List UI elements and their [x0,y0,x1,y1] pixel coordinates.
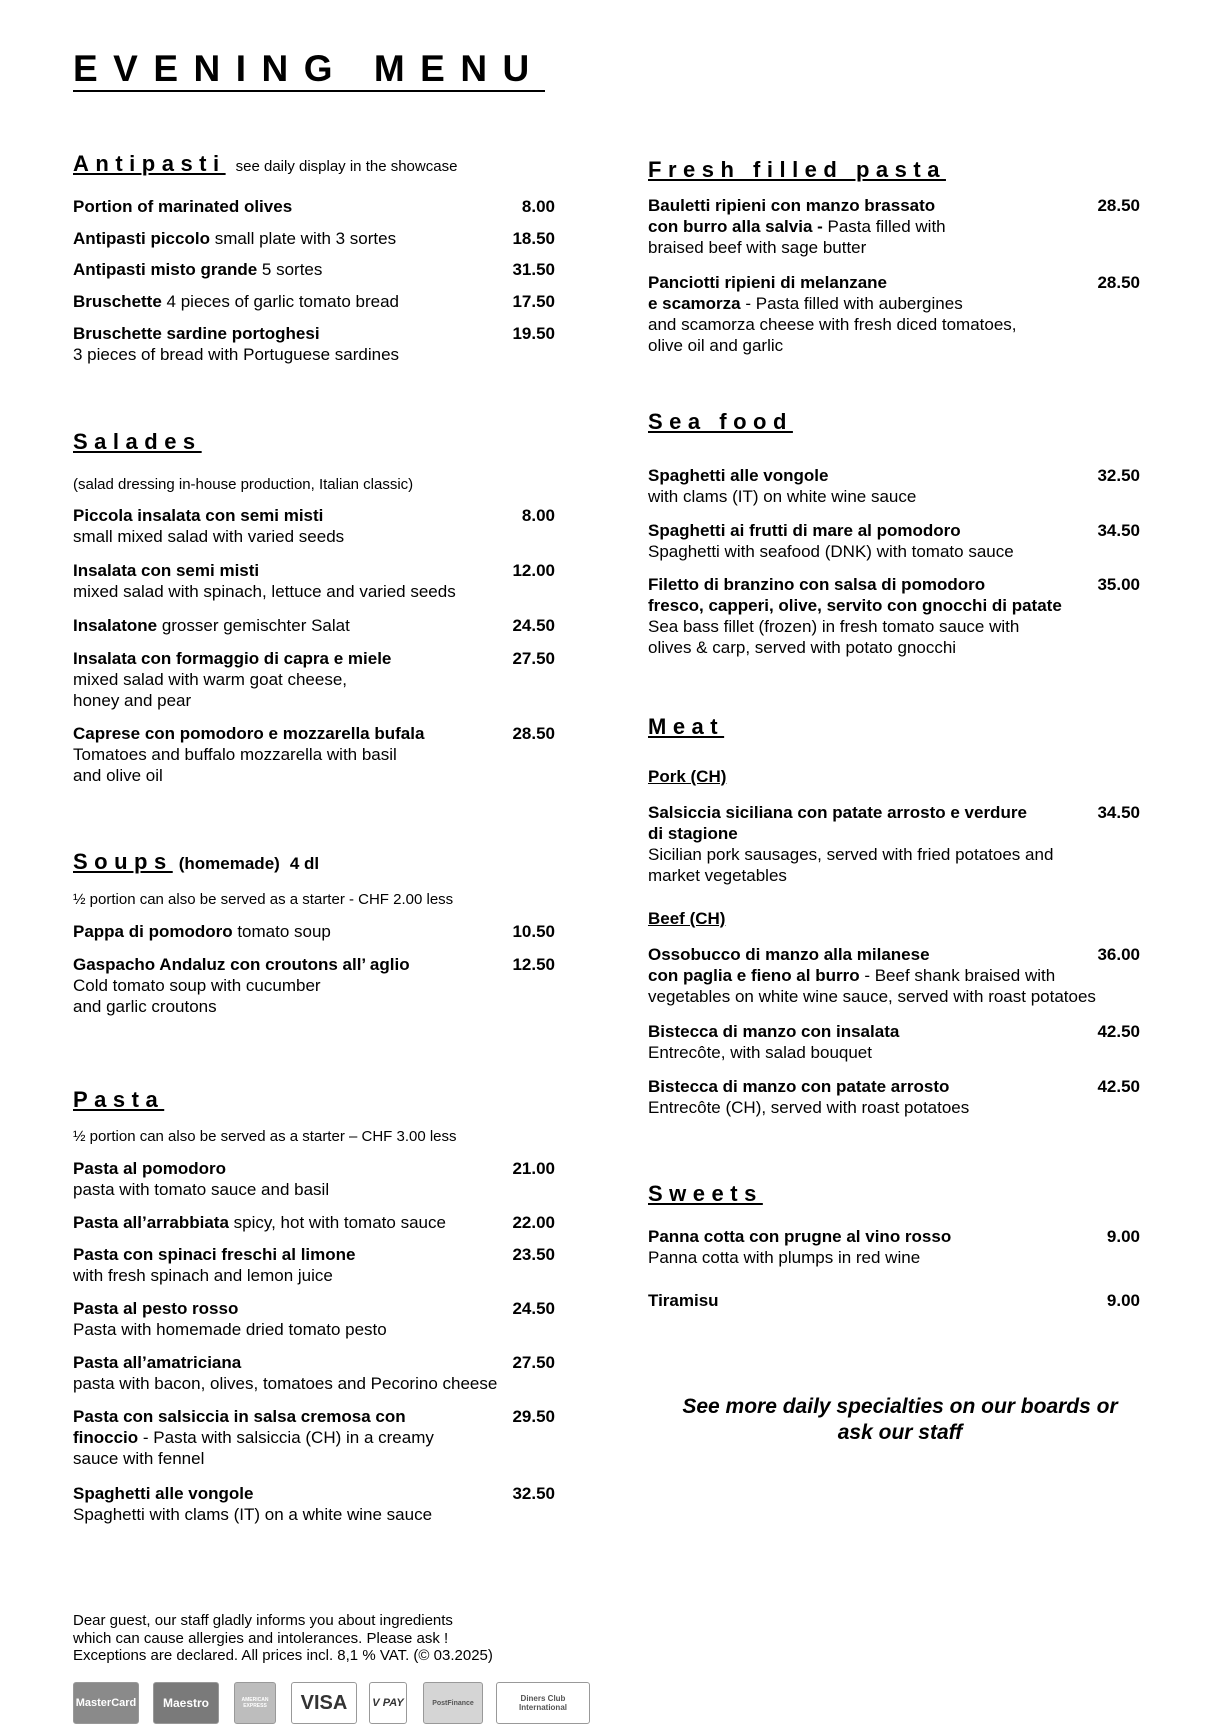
item-description: small plate with 3 sortes [209,229,397,248]
beef-subheading: Beef (CH) [648,909,726,928]
item-line [73,1158,329,1179]
item-line [73,1212,446,1233]
item-description: Entrecôte (CH), served with roast potatoes [648,1098,970,1117]
item-line [648,574,1062,595]
menu-item [73,323,555,365]
item-price: 21.00 [512,1159,555,1178]
item-line [648,237,946,258]
item-description: honey and pear [73,691,192,710]
item-line [73,765,424,786]
salades-note: (salad dressing in-house production, Italian classic) [73,476,414,493]
item-price: 28.50 [512,724,555,743]
pasta-section [73,1087,593,1524]
item-name: Antipasti misto grande [73,260,258,279]
item-line [73,1319,387,1340]
item-description: small mixed salad with varied seeds [73,527,345,546]
item-name: Bistecca di manzo con patate arrosto [648,1077,950,1096]
item-line [73,744,424,765]
item-name: Insalata con semi misti [73,561,260,580]
item-name: Pasta al pesto rosso [73,1299,239,1318]
item-description: mixed salad with spinach, lettuce and varied seeds [73,582,456,601]
footnote-line: Dear guest, our staff gladly informs you about ingredients [73,1612,453,1629]
item-price: 17.50 [512,292,555,311]
menu-item [648,1226,1140,1268]
item-line [73,1265,356,1286]
item-description: spicy, hot with tomato sauce [228,1213,446,1232]
item-price: 10.50 [512,922,555,941]
menu-item [73,505,555,547]
item-name: Insalatone [73,616,158,635]
item-line [73,996,410,1017]
item-line [648,844,1053,865]
item-name: Insalata con formaggio di capra e miele [73,649,392,668]
payment-card-logo: VISA [291,1682,357,1724]
item-name: finoccio [73,1428,139,1447]
salades-heading: Salades [73,429,202,454]
item-description: Pasta filled with [822,217,946,236]
item-name: Antipasti piccolo [73,229,210,248]
menu-item [73,648,555,711]
item-description: grosser gemischter Salat [157,616,350,635]
item-line [73,259,322,280]
item-name: Piccola insalata con semi misti [73,506,324,525]
item-line [648,195,946,216]
menu-item [73,954,555,1017]
item-price: 18.50 [512,229,555,248]
item-description: Entrecôte, with salad bouquet [648,1043,872,1062]
item-line [648,1042,899,1063]
item-price: 32.50 [1097,466,1140,485]
item-description: sauce with fennel [73,1449,205,1468]
menu-item [648,195,1140,258]
item-price: 36.00 [1097,945,1140,964]
item-line [73,975,410,996]
menu-item [73,1244,555,1286]
item-name: Pasta con spinaci freschi al limone [73,1245,356,1264]
soups-section [73,849,593,1016]
item-line [648,865,1053,886]
item-line [73,505,344,526]
item-name: Pasta all’amatriciana [73,1353,242,1372]
item-description: Sea bass fillet (frozen) in fresh tomato sauce with [648,617,1020,636]
item-description: - Pasta with salsiccia (CH) in a creamy [138,1428,434,1447]
item-price: 34.50 [1097,803,1140,822]
item-line [648,1021,899,1042]
item-line [73,1483,432,1504]
item-description: - Beef shank braised with [859,966,1056,985]
item-description: olive oil and garlic [648,336,784,355]
item-price: 29.50 [512,1407,555,1426]
closing-message [640,1394,1160,1446]
item-line [73,669,391,690]
item-line [648,314,1017,335]
menu-item [648,802,1140,886]
item-description: vegetables on white wine sauce, served with roast potatoes [648,987,1096,1006]
sweets-section [648,1181,1168,1310]
item-name: Spaghetti alle vongole [73,1484,254,1503]
meat-section [648,714,1168,1117]
item-price: 23.50 [512,1245,555,1264]
item-line [73,1352,497,1373]
soups-size: 4 dl [289,854,320,873]
menu-item [648,1076,1140,1118]
item-line [648,616,1062,637]
menu-item [648,520,1140,562]
item-name: Spaghetti alle vongole [648,466,829,485]
menu-item [73,1298,555,1340]
item-name: Portion of marinated olives [73,197,293,216]
pasta-note: ½ portion can also be served as a starter – CHF 3.00 less [73,1128,457,1145]
item-description: 4 pieces of garlic tomato bread [161,292,399,311]
fresh-pasta-section [648,157,1168,355]
item-line [73,954,410,975]
item-line [648,802,1053,823]
item-line [73,1373,497,1394]
item-description: Spaghetti with seafood (DNK) with tomato sauce [648,542,1014,561]
antipasti-section [73,151,593,364]
antipasti-note: see daily display in the showcase [235,158,458,175]
item-line [73,615,350,636]
item-description: and olive oil [73,766,163,785]
item-line [73,560,456,581]
item-line [648,1076,969,1097]
item-price: 42.50 [1097,1022,1140,1041]
item-description: Panna cotta with plumps in red wine [648,1248,921,1267]
menu-item [73,1212,555,1233]
item-name: Pappa di pomodoro [73,922,233,941]
item-price: 12.50 [512,955,555,974]
item-description: Cold tomato soup with cucumber [73,976,321,995]
item-description: Sicilian pork sausages, served with fried potatoes and [648,845,1054,864]
item-description: braised beef with sage butter [648,238,867,257]
item-name: Filetto di branzino con salsa di pomodoro [648,575,986,594]
item-line [648,986,1096,1007]
item-line [73,323,399,344]
item-name: Spaghetti ai frutti di mare al pomodoro [648,521,961,540]
item-line [648,1247,951,1268]
menu-item [73,196,555,217]
item-name: Panna cotta con prugne al vino rosso [648,1227,952,1246]
fresh-pasta-heading: Fresh filled pasta [648,157,946,182]
item-description: with clams (IT) on white wine sauce [648,487,917,506]
item-line [73,690,391,711]
item-line [73,196,292,217]
item-price: 27.50 [512,649,555,668]
item-line [648,272,1017,293]
item-description: pasta with tomato sauce and basil [73,1180,330,1199]
menu-item [73,291,555,312]
allergy-footnote [73,1612,493,1665]
item-line [648,486,916,507]
menu-item [73,228,555,249]
salades-section [73,429,593,785]
item-line [648,541,1014,562]
item-price: 8.00 [521,197,555,216]
footnote-line: which can cause allergies and intolerances. Please ask ! [73,1629,449,1647]
item-line [73,291,399,312]
item-line [73,344,399,365]
item-line [73,1179,329,1200]
item-name: con paglia e fieno al burro [648,966,860,985]
item-name: Bauletti ripieni con manzo brassato [648,196,936,215]
footnote-line: Exceptions are declared. All prices incl. 8,1 % VAT. (© 03.2025) [73,1647,493,1664]
item-line [73,581,456,602]
pasta-heading: Pasta [73,1087,165,1112]
item-line [73,526,344,547]
menu-item [73,1352,555,1394]
soups-homemade: (homemade) [178,854,280,873]
item-description: tomato soup [232,922,331,941]
item-price: 9.00 [1106,1291,1140,1310]
item-name: Pasta con salsiccia in salsa cremosa con [73,1407,406,1426]
payment-card-logo: Maestro [153,1682,219,1724]
item-line [648,1097,969,1118]
item-description: Tomatoes and buffalo mozzarella with basil [73,745,397,764]
item-name: Bistecca di manzo con insalata [648,1022,900,1041]
menu-item [73,259,555,280]
item-name: Bruschette sardine portoghesi [73,324,320,343]
item-price: 12.00 [512,561,555,580]
payment-card-logo: AMERICAN EXPRESS [234,1682,276,1724]
item-line [73,1406,434,1427]
item-price: 9.00 [1106,1227,1140,1246]
item-description: pasta with bacon, olives, tomatoes and Pecorino cheese [73,1374,498,1393]
item-line [648,965,1096,986]
item-name: Bruschette [73,292,162,311]
sweets-heading: Sweets [648,1181,763,1206]
menu-item [648,1021,1140,1063]
menu-item [73,921,555,942]
menu-item [73,723,555,786]
item-name: Pasta all’arrabbiata [73,1213,229,1232]
menu-item [73,560,555,602]
item-line [73,1298,387,1319]
item-line [648,465,916,486]
payment-card-logo: V PAY [369,1682,407,1724]
item-price: 8.00 [521,506,555,525]
item-price: 35.00 [1097,575,1140,594]
menu-item [648,465,1140,507]
item-line [73,1448,434,1469]
item-name: Gaspacho Andaluz con croutons all’ aglio [73,955,410,974]
item-line [648,216,946,237]
item-description: olives & carp, served with potato gnocchi [648,638,957,657]
menu-item [648,944,1140,1007]
menu-item [73,615,555,636]
item-name: Tiramisu [648,1291,719,1310]
item-price: 22.00 [512,1213,555,1232]
menu-item [648,1290,1140,1311]
item-price: 19.50 [512,324,555,343]
menu-item [648,574,1140,658]
item-line [648,293,1017,314]
item-line [648,637,1062,658]
item-line [648,823,1053,844]
item-description: Spaghetti with clams (IT) on a white wine sauce [73,1505,433,1524]
item-description: 3 pieces of bread with Portuguese sardines [73,345,400,364]
item-line [73,723,424,744]
item-name: Pasta al pomodoro [73,1159,227,1178]
item-name: di stagione [648,824,738,843]
item-line [648,944,1096,965]
item-description: Pasta with homemade dried tomato pesto [73,1320,387,1339]
item-description: 5 sortes [257,260,323,279]
soups-note: ½ portion can also be served as a starter - CHF 2.00 less [73,891,454,908]
item-price: 31.50 [512,260,555,279]
item-name: Caprese con pomodoro e mozzarella bufala [73,724,425,743]
item-price: 28.50 [1097,196,1140,215]
closing-line: ask our staff [837,1421,963,1444]
item-line [73,228,396,249]
item-description: and garlic croutons [73,997,217,1016]
menu-item [73,1158,555,1200]
page-title: EVENING MENU [73,50,545,92]
item-line [73,1244,356,1265]
payment-card-logo: Diners Club International [496,1682,590,1724]
menu-item [73,1483,555,1525]
seafood-section [648,409,1168,657]
item-line [648,595,1062,616]
payment-card-logo: MasterCard [73,1682,139,1724]
item-name: Ossobucco di manzo alla milanese [648,945,930,964]
item-name: con burro alla salvia - [648,217,823,236]
item-name: e scamorza [648,294,741,313]
item-price: 28.50 [1097,273,1140,292]
item-price: 32.50 [512,1484,555,1503]
item-line [648,335,1017,356]
item-description: and scamorza cheese with fresh diced tomatoes, [648,315,1017,334]
item-description: with fresh spinach and lemon juice [73,1266,333,1285]
item-price: 27.50 [512,1353,555,1372]
payment-card-logo: PostFinance [423,1682,483,1724]
item-description: market vegetables [648,866,787,885]
antipasti-heading: Antipasti [73,151,226,176]
soups-heading: Soups [73,849,173,874]
item-name: Panciotti ripieni di melanzane [648,273,887,292]
item-description: mixed salad with warm goat cheese, [73,670,348,689]
meat-heading: Meat [648,714,725,739]
item-line [73,1504,432,1525]
item-description: - Pasta filled with aubergines [740,294,963,313]
item-line [648,1226,951,1247]
item-name: fresco, capperi, olive, servito con gnocchi di patate [648,596,1062,615]
menu-item [73,1406,555,1469]
item-price: 24.50 [512,616,555,635]
item-line [648,520,1014,541]
closing-line: See more daily specialties on our boards or [682,1395,1118,1418]
item-name: Salsiccia siciliana con patate arrosto e verdure [648,803,1027,822]
seafood-heading: Sea food [648,409,793,434]
item-line [73,648,391,669]
item-price: 42.50 [1097,1077,1140,1096]
item-line [73,921,331,942]
item-price: 34.50 [1097,521,1140,540]
pork-subheading: Pork (CH) [648,767,727,786]
item-line [73,1427,434,1448]
item-price: 24.50 [512,1299,555,1318]
menu-item [648,272,1140,356]
item-line [648,1290,719,1311]
